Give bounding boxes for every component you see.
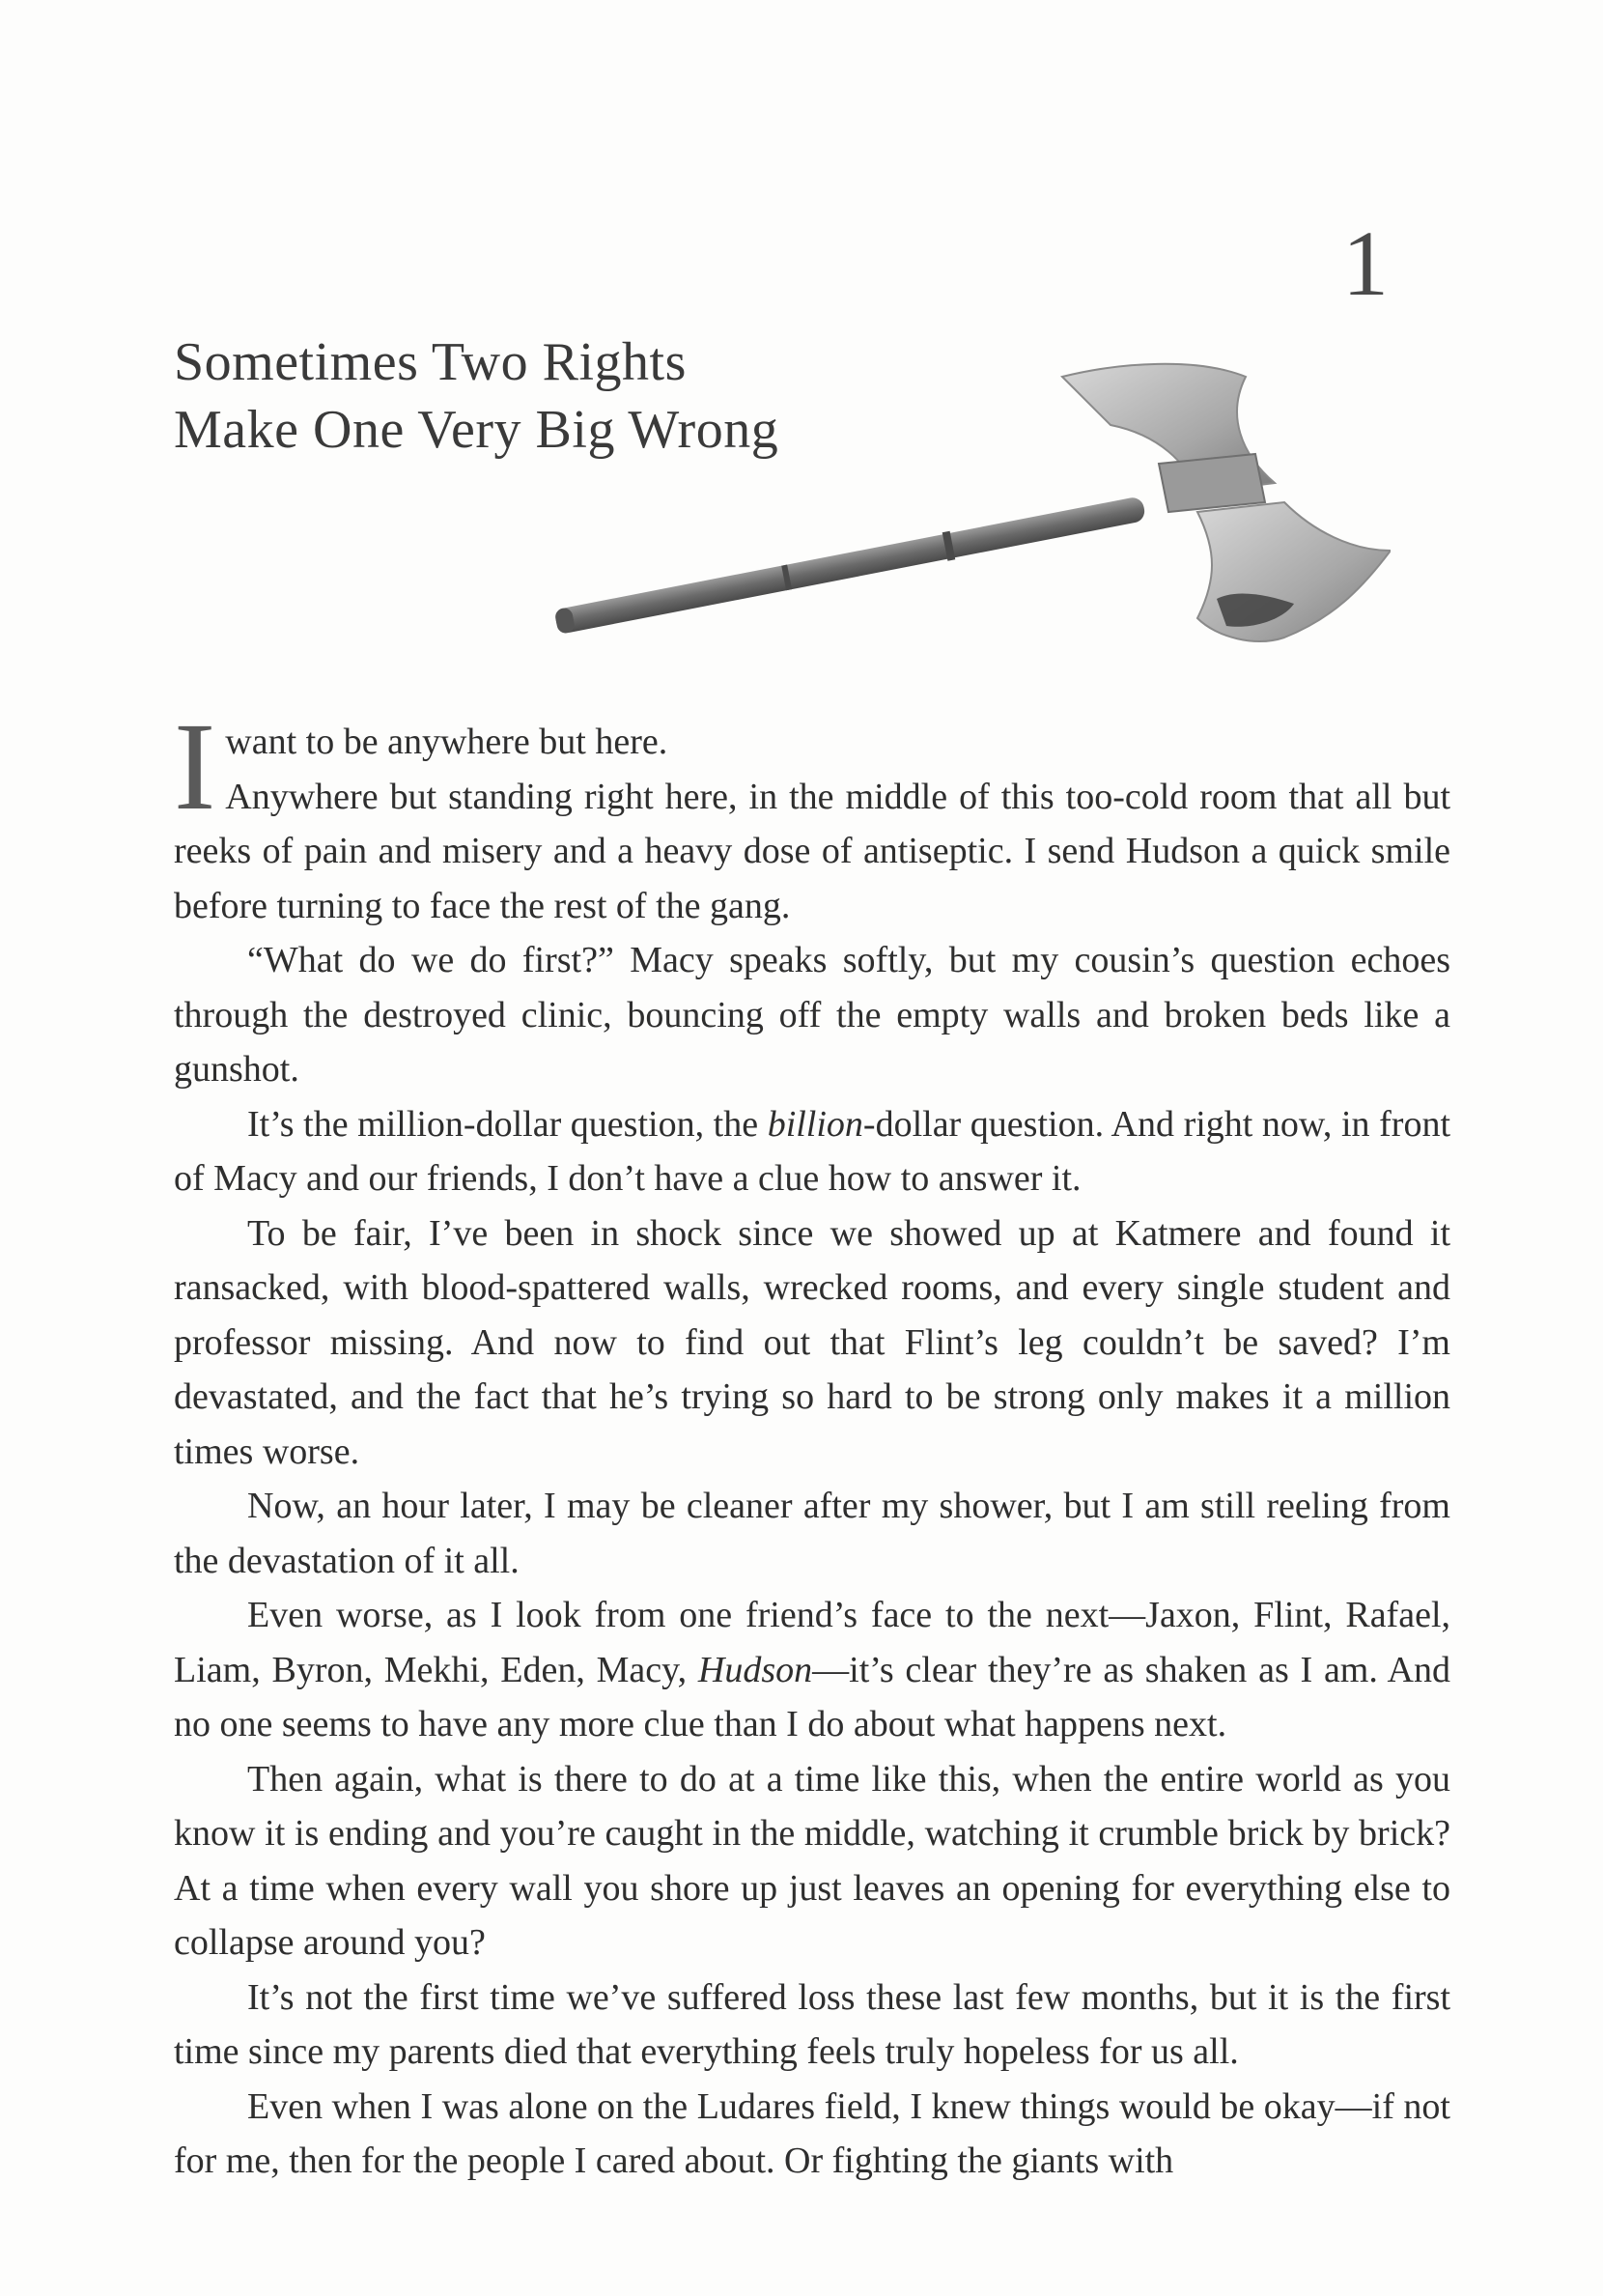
paragraph-7: Then again, what is there to do at a time like this, when the entire world as you know it is ending and you’re caught in the middle, watching it crumble brick by brick? At a time when every wall you shore up just leaves an opening for everything else to collapse around you?: [174, 1758, 1450, 1963]
paragraph-6-text-b: —it’s clear they’re as shaken as I am. And no one seems to have any more clue than I do about what happens next.: [174, 1649, 1450, 1744]
paragraph-1-line-2: Anywhere but standing right here, in the middle of this too-cold room that all but reeks of pain and misery and a heavy dose of antiseptic. I send Hudson a quick smile before turning to face the rest of the gang.: [174, 776, 1450, 926]
drop-cap: I: [174, 697, 216, 836]
paragraph-3-emphasis: billion: [767, 1103, 863, 1145]
paragraph-6-text-a: Even worse, as I look from one friend’s face to the next—Jaxon, Flint, Rafael, Liam, Byron, Mekhi, Eden, Macy,: [174, 1595, 1450, 1690]
paragraph-6: [174, 1588, 1450, 1752]
paragraph-3-text-a: It’s the million-dollar question, the: [247, 1103, 768, 1145]
chapter-number: 1: [1342, 212, 1389, 315]
chapter-title-line-2: Make One Very Big Wrong: [174, 400, 779, 460]
paragraph-9: Even when I was alone on the Ludares field, I knew things would be okay—if not for me, then for the people I cared about. Or fighting the giants with: [174, 2085, 1450, 2181]
paragraph-3: [174, 1097, 1450, 1206]
double-bladed-axe-icon: [521, 357, 1391, 647]
paragraph-1-line-1: want to be anywhere but here.: [225, 722, 668, 762]
chapter-title-line-1: Sometimes Two Rights: [174, 332, 687, 392]
paragraph-3-text-b: -dollar question. And right now, in front of Macy and our friends, I don’t have a clue how to answer it.: [174, 1103, 1450, 1199]
paragraph-2: “What do we do first?” Macy speaks softly, but my cousin’s question echoes through the destroyed clinic, bouncing off the empty walls and broken beds like a gunshot.: [174, 940, 1450, 1090]
chapter-body: [174, 697, 1450, 2189]
paragraph-5: Now, an hour later, I may be cleaner after my shower, but I am still reeling from the devastation of it all.: [174, 1486, 1450, 1581]
paragraph-8: It’s not the first time we’ve suffered loss these last few months, but it is the first time since my parents died that everything feels truly hopeless for us all.: [174, 1976, 1450, 2072]
paragraph-6-emphasis: Hudson: [697, 1649, 813, 1690]
paragraph-1: [174, 697, 1450, 933]
paragraph-4: To be fair, I’ve been in shock since we showed up at Katmere and found it ransacked, with blood-spattered walls, wrecked rooms, and every single student and professor missing. And now to find out that Flint’s leg couldn’t be saved? I’m devastated, and the fact that he’s trying so hard to be strong only makes it a million times worse.: [174, 1212, 1450, 1472]
